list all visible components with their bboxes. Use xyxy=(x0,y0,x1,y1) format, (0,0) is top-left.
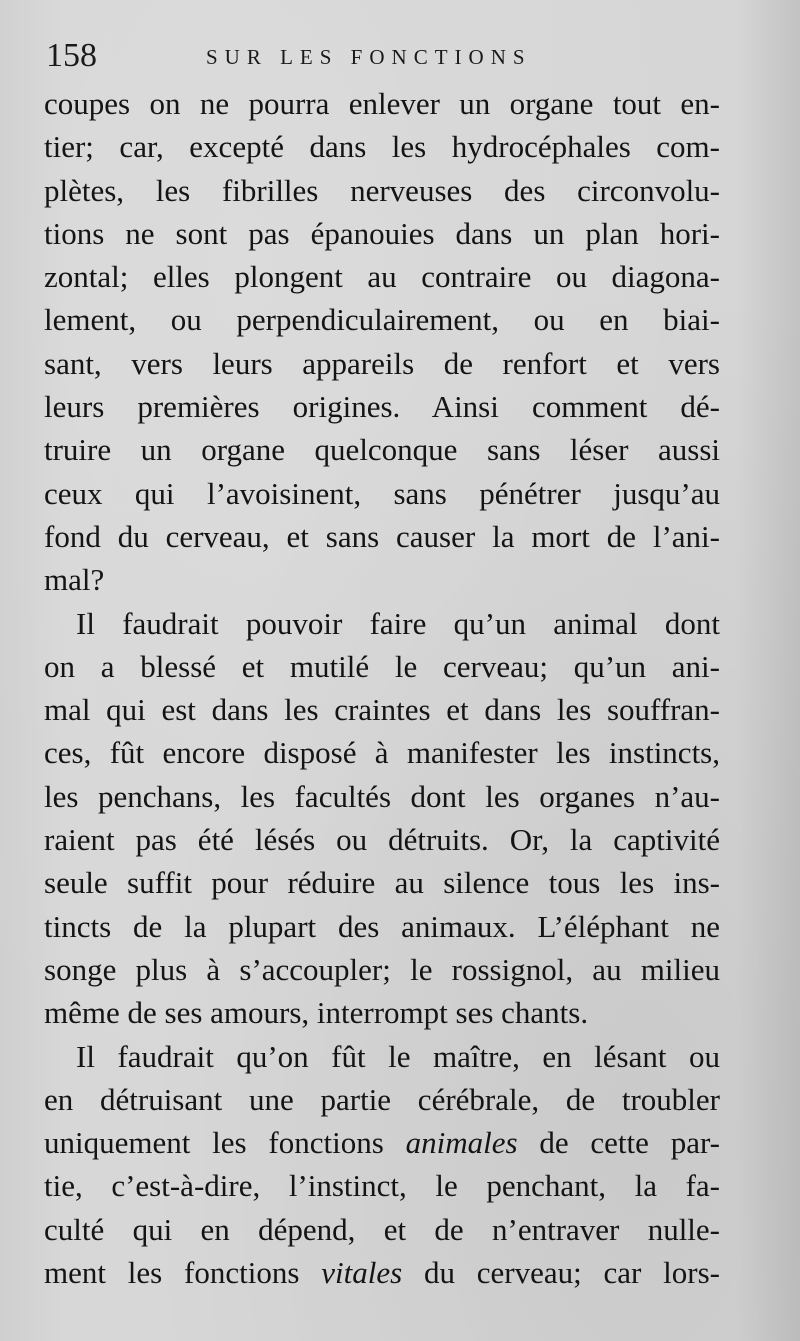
text-line: zontal; elles plongent au contraire ou diagona- xyxy=(44,259,720,295)
text-line: raient pas été lésés ou détruits. Or, la captivité xyxy=(44,822,720,858)
page-number: 158 xyxy=(46,37,97,74)
text-line: tie, c’est-à-dire, l’instinct, le penchant, la fa- xyxy=(44,1168,720,1204)
text-line: Il faudrait pouvoir faire qu’un animal dont xyxy=(76,605,720,641)
text-line: ceux qui l’avoisinent, sans pénétrer jusqu’au xyxy=(44,475,720,511)
text-run: ment les fonctions xyxy=(44,1255,300,1291)
text-run: uniquement les fonctions xyxy=(44,1125,384,1161)
text-line: en détruisant une partie cérébrale, de troubler xyxy=(44,1081,720,1117)
text-run: de cette par- xyxy=(539,1125,720,1161)
text-line: seule suffit pour réduire au silence tous les ins- xyxy=(44,865,720,901)
text-line: Il faudrait qu’on fût le maître, en lésant ou xyxy=(76,1038,720,1074)
text-line: ces, fût encore disposé à manifester les instincts, xyxy=(44,735,720,771)
text-run: du cerveau; car lors- xyxy=(423,1255,720,1291)
text-line: tions ne sont pas épanouies dans un plan hori- xyxy=(44,215,720,251)
text-line: sant, vers leurs appareils de renfort et vers xyxy=(44,345,720,381)
running-head xyxy=(46,36,726,76)
text-line: coupes on ne pourra enlever un organe tout en- xyxy=(44,86,720,121)
text-line: songe plus à s’accoupler; le rossignol, au milieu xyxy=(44,951,720,987)
text-line: tincts de la plupart des animaux. L’éléphant ne xyxy=(44,908,720,944)
text-line: les penchans, les facultés dont les organes n’au- xyxy=(44,778,720,814)
text-line: mal qui est dans les craintes et dans les souffran- xyxy=(44,692,720,728)
body-text xyxy=(44,82,720,1294)
text-line: on a blessé et mutilé le cerveau; qu’un ani- xyxy=(44,648,720,684)
text-line: plètes, les fibrilles nerveuses des circonvolu- xyxy=(44,172,720,208)
text-line: même de ses amours, interrompt ses chants. xyxy=(44,995,589,1031)
text-line: truire un organe quelconque sans léser aussi xyxy=(44,432,720,468)
text-line: culté qui en dépend, et de n’entraver nulle- xyxy=(44,1211,720,1247)
text-line: lement, ou perpendiculairement, ou en biai- xyxy=(44,302,720,338)
text-line: mal? xyxy=(44,562,105,598)
italic-word: vitales xyxy=(321,1255,403,1291)
text-line: leurs premières origines. Ainsi comment dé- xyxy=(44,389,720,425)
italic-word: animales xyxy=(405,1125,518,1161)
text-line-with-italic xyxy=(44,1121,720,1164)
text-line: tier; car, excepté dans les hydrocéphales com- xyxy=(44,129,720,165)
text-line: fond du cerveau, et sans causer la mort de l’ani- xyxy=(44,518,720,554)
running-title: SUR LES FONCTIONS xyxy=(206,45,532,69)
text-line-with-italic xyxy=(44,1251,720,1294)
